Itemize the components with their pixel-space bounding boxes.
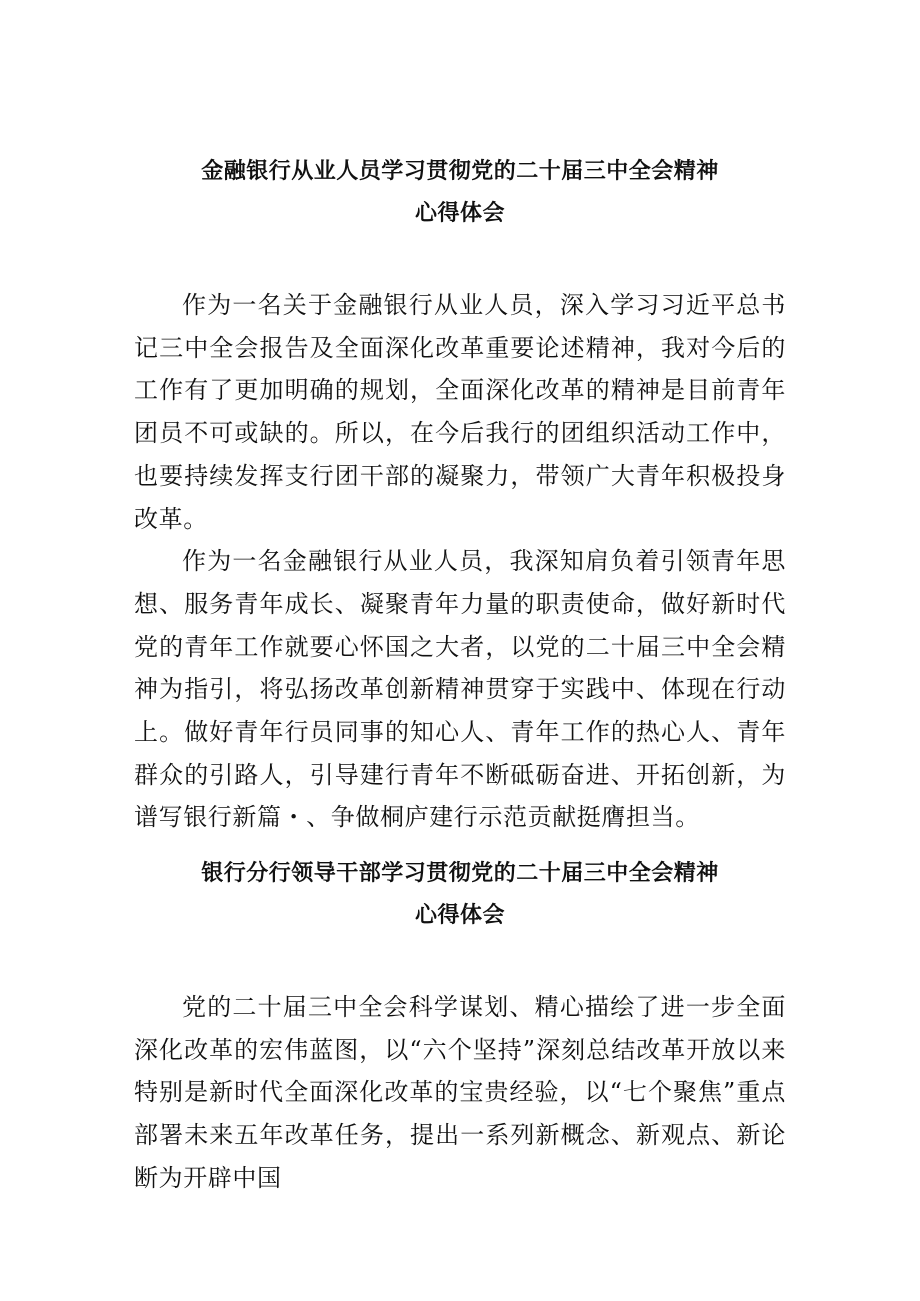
article-1-paragraph-1: 作为一名关于金融银行从业人员，深入学习习近平总书记三中全会报告及全面深化改革重要论述精神，我对今后的工作有了更加明确的规划，全面深化改革的精神是目前青年团员不可或缺的。所以，在今后我行的团组织活动工作中，也要持续发挥支行团干部的凝聚力，带领广大青年积极投身改革。 [134,291,786,533]
article-1-title-line-1: 金融银行从业人员学习贯彻党的二十届三中全会精神 [201,159,719,184]
article-1-title [134,151,786,235]
article-2-title [134,853,786,937]
article-1-paragraph-2: 作为一名金融银行从业人员，我深知肩负着引领青年思想、服务青年成长、凝聚青年力量的职责使命，做好新时代党的青年工作就要心怀国之大者，以党的二十届三中全会精神为指引，将弘扬改革创新精神贯穿于实践中、体现在行动上。做好青年行员同事的知心人、青年工作的热心人、青年群众的引路人，引导建行青年不断砥砺奋进、开拓创新，为谱写银行新篇・、争做桐庐建行示范贡献挺膺担当。 [134,547,786,832]
article-2 [134,853,786,937]
article-1 [134,151,786,235]
article-2-body [134,986,786,1200]
article-2-title-line-2: 心得体会 [414,903,505,928]
article-2-title-line-1: 银行分行领导干部学习贯彻党的二十届三中全会精神 [201,861,719,886]
article-1-title-line-2: 心得体会 [414,201,505,226]
article-2-paragraph-1: 党的二十届三中全会科学谋划、精心描绘了进一步全面深化改革的宏伟蓝图，以“六个坚持”深刻总结改革开放以来特别是新时代全面深化改革的宝贵经验，以“七个聚焦”重点部署未来五年改革任务，提出一系列新概念、新观点、新论断为开辟中国 [134,993,786,1192]
article-1-body [134,284,786,839]
